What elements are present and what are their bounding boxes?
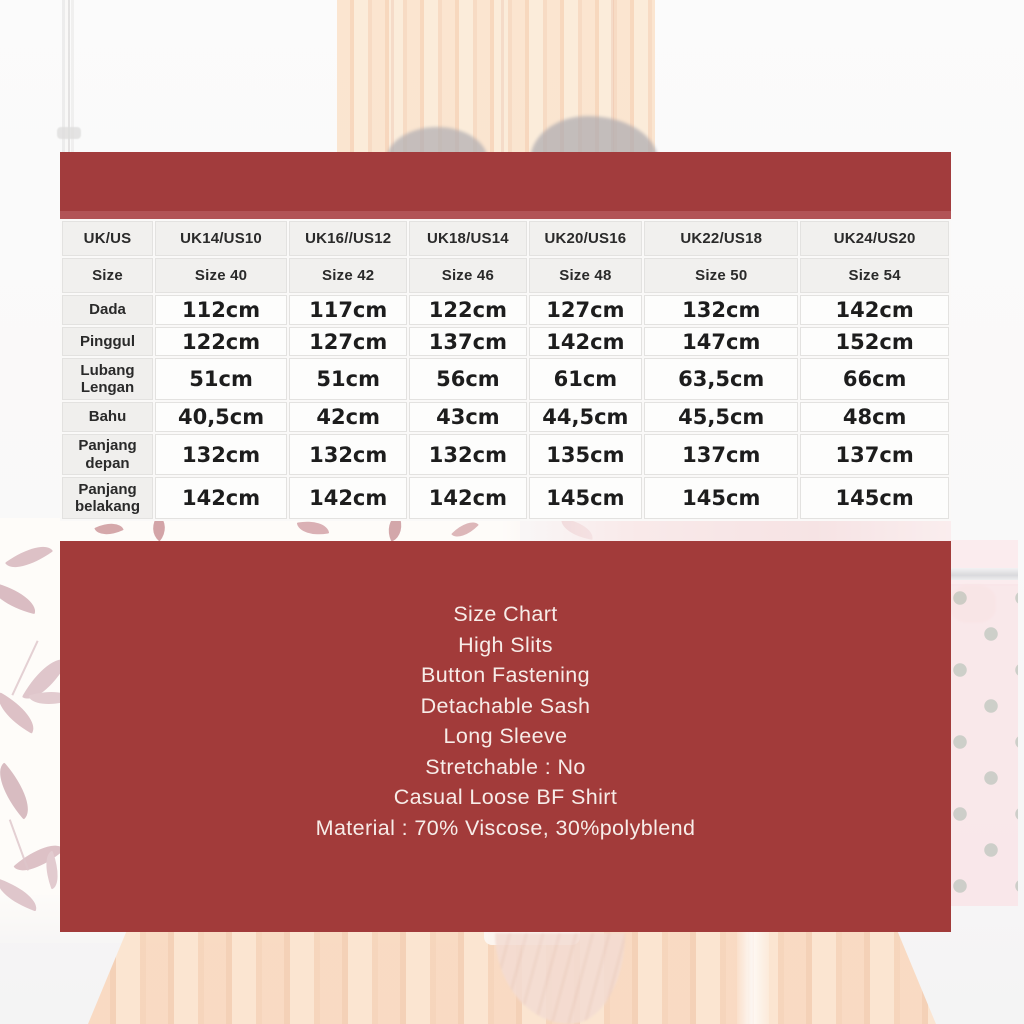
col-header: Size — [62, 258, 153, 293]
table-row — [62, 477, 949, 519]
measurement-cell: 142cm — [289, 477, 407, 519]
product-details-panel — [60, 541, 951, 932]
measurement-cell: 137cm — [800, 434, 949, 476]
measurement-cell: 122cm — [409, 295, 526, 325]
detail-line-title: Size Chart — [453, 602, 558, 626]
measurement-cell: 44,5cm — [529, 402, 643, 432]
table-row — [62, 402, 949, 432]
row-label: Pinggul — [62, 327, 153, 357]
measurement-cell: 117cm — [289, 295, 407, 325]
table-row — [62, 434, 949, 476]
detail-line: Button Fastening — [421, 663, 590, 687]
col-header: Size 42 — [289, 258, 407, 293]
col-header: UK18/US14 — [409, 221, 526, 256]
measurement-cell: 127cm — [289, 327, 407, 357]
measurement-cell: 145cm — [644, 477, 798, 519]
measurement-cell: 61cm — [529, 358, 643, 400]
measurement-cell: 48cm — [800, 402, 949, 432]
measurement-cell: 132cm — [644, 295, 798, 325]
detail-line: Long Sleeve — [443, 724, 568, 748]
measurement-cell: 63,5cm — [644, 358, 798, 400]
col-header: UK20/US16 — [529, 221, 643, 256]
measurement-cell: 147cm — [644, 327, 798, 357]
detail-line: Casual Loose BF Shirt — [393, 785, 618, 809]
table-row — [62, 295, 949, 325]
measurement-cell: 145cm — [529, 477, 643, 519]
measurement-cell: 142cm — [155, 477, 287, 519]
measurement-cell: 132cm — [155, 434, 287, 476]
uk-us-header-row — [62, 221, 949, 256]
col-header: UK16//US12 — [289, 221, 407, 256]
measurement-cell: 42cm — [289, 402, 407, 432]
measurement-cell: 132cm — [289, 434, 407, 476]
measurement-cell: 43cm — [409, 402, 526, 432]
measurement-cell: 145cm — [800, 477, 949, 519]
row-label: Panjang belakang — [62, 477, 153, 519]
measurement-cell: 40,5cm — [155, 402, 287, 432]
measurement-cell: 137cm — [644, 434, 798, 476]
table-row — [62, 327, 949, 357]
measurement-cell: 142cm — [409, 477, 526, 519]
detail-line: Detachable Sash — [420, 693, 591, 718]
col-header: UK24/US20 — [800, 221, 949, 256]
col-header: UK22/US18 — [644, 221, 798, 256]
measurement-cell: 137cm — [409, 327, 526, 357]
row-label: Panjang depan — [62, 434, 153, 476]
header-bar — [60, 152, 951, 219]
col-header: UK/US — [62, 221, 153, 256]
measurement-cell: 152cm — [800, 327, 949, 357]
measurement-cell: 135cm — [529, 434, 643, 476]
measurement-cell: 132cm — [409, 434, 526, 476]
col-header: Size 50 — [644, 258, 798, 293]
table-row — [62, 358, 949, 400]
measurement-cell: 66cm — [800, 358, 949, 400]
col-header: Size 46 — [409, 258, 526, 293]
measurement-cell: 45,5cm — [644, 402, 798, 432]
measurement-cell: 51cm — [289, 358, 407, 400]
row-label: Bahu — [62, 402, 153, 432]
measurement-cell: 142cm — [800, 295, 949, 325]
size-table — [60, 219, 951, 521]
measurement-cell: 142cm — [529, 327, 643, 357]
product-details-text — [60, 541, 951, 843]
detail-line: Stretchable : No — [425, 754, 586, 779]
measurement-cell: 122cm — [155, 327, 287, 357]
col-header: UK14/US10 — [155, 221, 287, 256]
size-header-row — [62, 258, 949, 293]
col-header: Size 48 — [529, 258, 643, 293]
measurement-cell: 127cm — [529, 295, 643, 325]
row-label: Lubang Lengan — [62, 358, 153, 400]
measurement-cell: 56cm — [409, 358, 526, 400]
col-header: Size 40 — [155, 258, 287, 293]
row-label: Dada — [62, 295, 153, 325]
detail-line: High Slits — [458, 632, 553, 657]
measurement-cell: 112cm — [155, 295, 287, 325]
detail-line: Material : 70% Viscose, 30%polyblend — [315, 815, 696, 840]
measurement-cell: 51cm — [155, 358, 287, 400]
col-header: Size 54 — [800, 258, 949, 293]
